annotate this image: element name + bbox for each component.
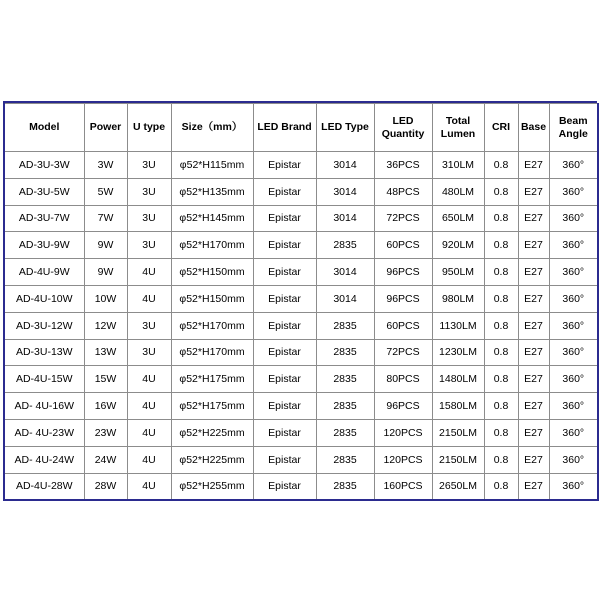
cell-cri: 0.8 xyxy=(484,259,518,286)
cell-cri: 0.8 xyxy=(484,312,518,339)
cell-led-brand: Epistar xyxy=(253,312,316,339)
cell-base: E27 xyxy=(518,205,549,232)
cell-led-type: 3014 xyxy=(316,205,374,232)
cell-led-brand: Epistar xyxy=(253,446,316,473)
cell-led-type: 3014 xyxy=(316,285,374,312)
cell-led-type: 2835 xyxy=(316,419,374,446)
cell-led-quantity: 96PCS xyxy=(374,393,432,420)
cell-base: E27 xyxy=(518,366,549,393)
cell-led-brand: Epistar xyxy=(253,473,316,500)
cell-size: φ52*H225mm xyxy=(171,446,253,473)
table-row xyxy=(4,473,598,500)
cell-total-lumen: 2150LM xyxy=(432,419,484,446)
cell-led-brand: Epistar xyxy=(253,285,316,312)
cell-total-lumen: 310LM xyxy=(432,152,484,179)
cell-base: E27 xyxy=(518,259,549,286)
cell-cri: 0.8 xyxy=(484,473,518,500)
cell-total-lumen: 1230LM xyxy=(432,339,484,366)
table-body xyxy=(4,152,598,501)
cell-beam-angle: 360° xyxy=(549,339,598,366)
cell-size: φ52*H170mm xyxy=(171,339,253,366)
header-led-brand: LED Brand xyxy=(253,104,316,152)
cell-u-type: 4U xyxy=(127,473,171,500)
cell-base: E27 xyxy=(518,312,549,339)
cell-led-type: 2835 xyxy=(316,446,374,473)
cell-base: E27 xyxy=(518,178,549,205)
cell-size: φ52*H145mm xyxy=(171,205,253,232)
cell-led-type: 2835 xyxy=(316,393,374,420)
cell-u-type: 3U xyxy=(127,152,171,179)
cell-beam-angle: 360° xyxy=(549,419,598,446)
cell-size: φ52*H115mm xyxy=(171,152,253,179)
cell-led-quantity: 60PCS xyxy=(374,312,432,339)
cell-cri: 0.8 xyxy=(484,419,518,446)
cell-total-lumen: 2150LM xyxy=(432,446,484,473)
cell-base: E27 xyxy=(518,232,549,259)
header-row xyxy=(4,104,598,152)
table-row xyxy=(4,312,598,339)
cell-power: 9W xyxy=(84,259,127,286)
cell-total-lumen: 650LM xyxy=(432,205,484,232)
cell-model: AD-3U-7W xyxy=(4,205,84,232)
cell-cri: 0.8 xyxy=(484,178,518,205)
cell-total-lumen: 1480LM xyxy=(432,366,484,393)
cell-power: 13W xyxy=(84,339,127,366)
header-led-type: LED Type xyxy=(316,104,374,152)
cell-base: E27 xyxy=(518,339,549,366)
cell-led-quantity: 60PCS xyxy=(374,232,432,259)
cell-base: E27 xyxy=(518,285,549,312)
cell-led-type: 3014 xyxy=(316,178,374,205)
table-row xyxy=(4,205,598,232)
cell-led-type: 3014 xyxy=(316,152,374,179)
header-base: Base xyxy=(518,104,549,152)
cell-led-brand: Epistar xyxy=(253,419,316,446)
cell-led-type: 2835 xyxy=(316,312,374,339)
cell-total-lumen: 480LM xyxy=(432,178,484,205)
cell-base: E27 xyxy=(518,419,549,446)
cell-led-quantity: 120PCS xyxy=(374,446,432,473)
cell-cri: 0.8 xyxy=(484,152,518,179)
cell-model: AD- 4U-24W xyxy=(4,446,84,473)
cell-power: 16W xyxy=(84,393,127,420)
cell-model: AD-3U-9W xyxy=(4,232,84,259)
cell-led-quantity: 80PCS xyxy=(374,366,432,393)
cell-led-quantity: 96PCS xyxy=(374,285,432,312)
cell-power: 24W xyxy=(84,446,127,473)
cell-led-type: 2835 xyxy=(316,339,374,366)
cell-u-type: 4U xyxy=(127,285,171,312)
cell-u-type: 4U xyxy=(127,419,171,446)
cell-size: φ52*H170mm xyxy=(171,312,253,339)
table-row xyxy=(4,152,598,179)
cell-power: 10W xyxy=(84,285,127,312)
cell-base: E27 xyxy=(518,473,549,500)
cell-power: 28W xyxy=(84,473,127,500)
cell-led-type: 2835 xyxy=(316,232,374,259)
cell-beam-angle: 360° xyxy=(549,473,598,500)
cell-beam-angle: 360° xyxy=(549,259,598,286)
cell-led-brand: Epistar xyxy=(253,232,316,259)
cell-led-brand: Epistar xyxy=(253,178,316,205)
cell-led-quantity: 72PCS xyxy=(374,339,432,366)
cell-led-quantity: 72PCS xyxy=(374,205,432,232)
cell-model: AD-3U-13W xyxy=(4,339,84,366)
cell-led-type: 3014 xyxy=(316,259,374,286)
cell-led-type: 2835 xyxy=(316,473,374,500)
header-size: Size（mm） xyxy=(171,104,253,152)
cell-led-brand: Epistar xyxy=(253,205,316,232)
cell-size: φ52*H175mm xyxy=(171,393,253,420)
cell-led-quantity: 96PCS xyxy=(374,259,432,286)
cell-led-brand: Epistar xyxy=(253,259,316,286)
cell-model: AD- 4U-16W xyxy=(4,393,84,420)
cell-size: φ52*H150mm xyxy=(171,285,253,312)
header-cri: CRI xyxy=(484,104,518,152)
cell-size: φ52*H225mm xyxy=(171,419,253,446)
cell-power: 23W xyxy=(84,419,127,446)
cell-beam-angle: 360° xyxy=(549,285,598,312)
cell-total-lumen: 1130LM xyxy=(432,312,484,339)
cell-total-lumen: 2650LM xyxy=(432,473,484,500)
cell-led-type: 2835 xyxy=(316,366,374,393)
table-row xyxy=(4,393,598,420)
cell-u-type: 4U xyxy=(127,393,171,420)
cell-beam-angle: 360° xyxy=(549,232,598,259)
header-u-type: U type xyxy=(127,104,171,152)
cell-base: E27 xyxy=(518,152,549,179)
cell-size: φ52*H150mm xyxy=(171,259,253,286)
cell-size: φ52*H175mm xyxy=(171,366,253,393)
cell-beam-angle: 360° xyxy=(549,152,598,179)
cell-cri: 0.8 xyxy=(484,446,518,473)
cell-led-quantity: 160PCS xyxy=(374,473,432,500)
cell-u-type: 4U xyxy=(127,366,171,393)
cell-power: 9W xyxy=(84,232,127,259)
header-led-quantity: LED Quantity xyxy=(374,104,432,152)
cell-model: AD-3U-12W xyxy=(4,312,84,339)
cell-size: φ52*H170mm xyxy=(171,232,253,259)
cell-model: AD-4U-28W xyxy=(4,473,84,500)
cell-cri: 0.8 xyxy=(484,285,518,312)
cell-power: 7W xyxy=(84,205,127,232)
cell-size: φ52*H255mm xyxy=(171,473,253,500)
cell-beam-angle: 360° xyxy=(549,446,598,473)
cell-total-lumen: 920LM xyxy=(432,232,484,259)
cell-power: 5W xyxy=(84,178,127,205)
cell-model: AD- 4U-23W xyxy=(4,419,84,446)
table-row xyxy=(4,446,598,473)
cell-model: AD-3U-3W xyxy=(4,152,84,179)
table-row xyxy=(4,339,598,366)
cell-model: AD-4U-15W xyxy=(4,366,84,393)
cell-size: φ52*H135mm xyxy=(171,178,253,205)
cell-u-type: 4U xyxy=(127,446,171,473)
table-row xyxy=(4,178,598,205)
header-model: Model xyxy=(4,104,84,152)
cell-beam-angle: 360° xyxy=(549,393,598,420)
cell-base: E27 xyxy=(518,393,549,420)
cell-power: 3W xyxy=(84,152,127,179)
header-beam-angle: Beam Angle xyxy=(549,104,598,152)
cell-total-lumen: 980LM xyxy=(432,285,484,312)
cell-led-quantity: 120PCS xyxy=(374,419,432,446)
cell-led-quantity: 36PCS xyxy=(374,152,432,179)
header-power: Power xyxy=(84,104,127,152)
cell-u-type: 3U xyxy=(127,232,171,259)
spec-table-container xyxy=(3,101,597,501)
header-total-lumen: Total Lumen xyxy=(432,104,484,152)
cell-u-type: 3U xyxy=(127,178,171,205)
table-row xyxy=(4,285,598,312)
cell-beam-angle: 360° xyxy=(549,366,598,393)
cell-beam-angle: 360° xyxy=(549,312,598,339)
cell-u-type: 3U xyxy=(127,205,171,232)
cell-beam-angle: 360° xyxy=(549,178,598,205)
cell-cri: 0.8 xyxy=(484,366,518,393)
spec-table xyxy=(3,103,599,501)
cell-u-type: 4U xyxy=(127,259,171,286)
cell-led-brand: Epistar xyxy=(253,152,316,179)
cell-model: AD-4U-9W xyxy=(4,259,84,286)
table-row xyxy=(4,419,598,446)
cell-total-lumen: 950LM xyxy=(432,259,484,286)
table-row xyxy=(4,259,598,286)
cell-model: AD-4U-10W xyxy=(4,285,84,312)
cell-u-type: 3U xyxy=(127,312,171,339)
cell-led-quantity: 48PCS xyxy=(374,178,432,205)
cell-led-brand: Epistar xyxy=(253,366,316,393)
cell-beam-angle: 360° xyxy=(549,205,598,232)
cell-cri: 0.8 xyxy=(484,205,518,232)
cell-led-brand: Epistar xyxy=(253,339,316,366)
table-row xyxy=(4,366,598,393)
cell-cri: 0.8 xyxy=(484,393,518,420)
cell-power: 12W xyxy=(84,312,127,339)
cell-u-type: 3U xyxy=(127,339,171,366)
cell-model: AD-3U-5W xyxy=(4,178,84,205)
cell-led-brand: Epistar xyxy=(253,393,316,420)
cell-cri: 0.8 xyxy=(484,339,518,366)
cell-total-lumen: 1580LM xyxy=(432,393,484,420)
cell-cri: 0.8 xyxy=(484,232,518,259)
cell-power: 15W xyxy=(84,366,127,393)
cell-base: E27 xyxy=(518,446,549,473)
table-row xyxy=(4,232,598,259)
